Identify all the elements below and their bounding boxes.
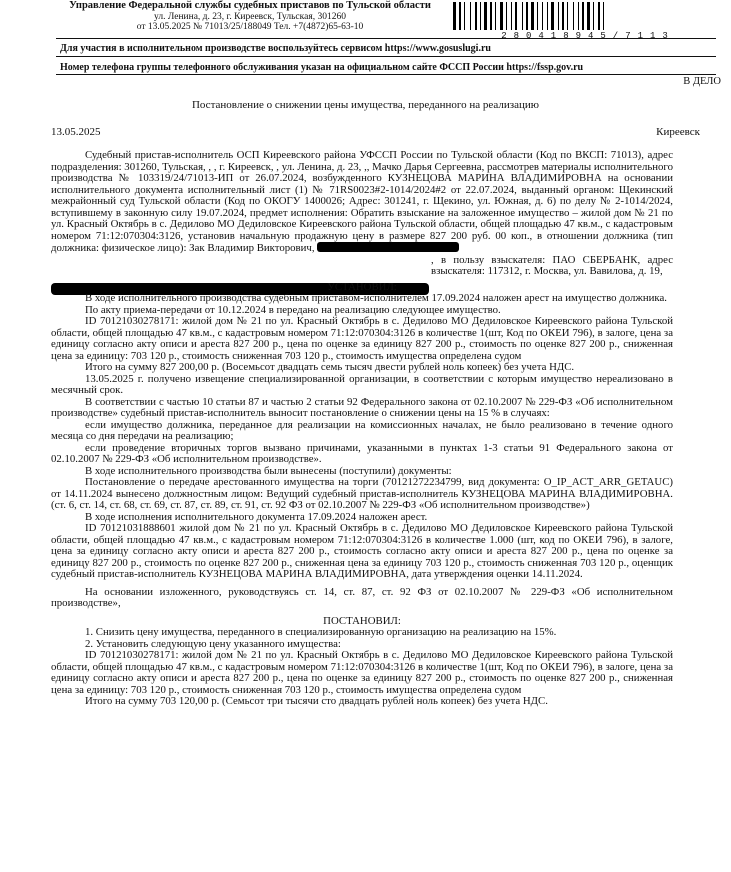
barcode-bar xyxy=(573,2,574,30)
barcode-bar xyxy=(555,2,557,30)
barcode-bar xyxy=(462,2,463,30)
org-address: ул. Ленина, д. 23, г. Киреевск, Тульская, 301260 xyxy=(154,11,346,22)
barcode-bar xyxy=(575,2,577,30)
body-paragraph: В ходе исполнения исполнительного документа 17.09.2024 наложен арест. xyxy=(85,510,428,523)
total-paragraph: Итого на сумму 827 200,00 р. (Восемьсот двадцать семь тысяч двести рублей ноль копеек) без учета НДС. xyxy=(85,361,575,373)
barcode-bar xyxy=(567,2,568,30)
barcode-bar xyxy=(569,2,572,30)
barcode-bar xyxy=(518,2,521,30)
property-paragraph: ID 70121030278171: жилой дом № 21 по ул. Красный Октябрь в с. Дедилово МО Дедиловское Киреевского района Тульской области, общей площадью 47 кв.м., с кадастровым номером 71:12:070304:3126 в количестве 1(шт, Код по ОКЕИ 796), в залоге, цена за единицу согласно акту описи и ареста 827 200 р., цена по оценке за единицу 827 200 р., стоимость по оценке 827 200 р., сниженная цена за единицу: 703 120 р., стоимость сниженная 703 120 р., стоимость имущества определена судом xyxy=(51,649,673,696)
barcode-bar xyxy=(587,2,590,30)
barcode-bar xyxy=(605,2,608,30)
barcode-bar xyxy=(582,2,584,30)
barcode-bar xyxy=(513,2,514,30)
body-paragraph: По акту приема-передачи от 10.12.2024 в передано на реализацию следующее имущество. xyxy=(85,303,501,316)
barcode-bar xyxy=(558,2,559,30)
barcode-bar xyxy=(457,2,458,30)
barcode-bar xyxy=(595,2,597,30)
resolution-item: 1. Снизить цену имущества, переданного в специализированную организацию на реализацию на 15%. xyxy=(85,626,557,638)
document-title: Постановление о снижении цены имущества, переданного на реализацию xyxy=(191,99,540,111)
body-paragraph: Постановление о передаче арестованного имущества на торги (70121272234799, вид документа: O_IP_ACT_ARR_GETAUC) от 14.11.2024 вынесено должностным лицом: Ведущий судебный пристав-исполнитель КУЗНЕЦОВА МАРИНА ВЛАДИМИРОВНА. (ст. 6, ст. 14, ст. 68, ст. 69, ст. 87, ст. 89, ст. 91, ст. 92 ФЗ от 02.10.2007 № 229-ФЗ «Об исполнительном производстве») xyxy=(51,476,673,511)
barcode-bar xyxy=(524,2,525,30)
barcode-bar xyxy=(526,2,528,30)
header-divider xyxy=(56,74,716,75)
barcode-bar xyxy=(493,2,494,30)
barcode-bar xyxy=(472,2,474,30)
document-body xyxy=(51,150,673,708)
barcode-bar xyxy=(560,2,561,30)
barcode-bar xyxy=(531,2,534,30)
header-divider xyxy=(56,38,716,39)
body-paragraph: В соответствии с частью 10 статьи 87 и частью 2 статьи 92 Федерального закона от 02.10.2007 № 229-ФЗ «Об исполнительном производстве» судебный пристав-исполнитель выносит постановление о снижении цены на 15 % в случаях: xyxy=(51,395,673,419)
total-paragraph: Итого на сумму 703 120,00 р. (Семьсот три тысячи сто двадцать рублей ноль копеек) без учета НДС. xyxy=(85,695,548,707)
fssp-phone-notice: Номер телефона группы телефонного обслуживания указан на официальном сайте ФССП России https://fssp.gov.ru xyxy=(60,62,584,73)
property-paragraph: ID 70121031888601 жилой дом № 21 по ул. Красный Октябрь в с. Дедилово МО Дедиловское Киреевского района Тульской области, общей площадью 47 кв.м., с кадастровым номером 71:12:070304:3126 в количестве 1.000 (шт, код по ОКЕИ 796), в залоге, цена за единицу согласно акту описи и ареста 827 200 р., стоимость согласно акту описи и ареста 827 200 р., цена по оценке за единицу 827 200 р., стоимость по оценке 827 200 р., сниженная цена за единицу 703 120 р., стоимость сниженная 703 120 р., оценщик судебный пристав-исполнитель КУЗНЕЦОВА МАРИНА ВЛАДИМИРОВНА, дата утверждения оценки 14.11.2024. xyxy=(51,522,673,580)
barcode-bar xyxy=(459,2,461,30)
barcode-bar xyxy=(453,2,456,30)
barcode-bar xyxy=(490,2,492,30)
barcode-bar xyxy=(522,2,523,30)
document-city: Киреевск xyxy=(656,126,700,138)
barcode-bar xyxy=(565,2,566,30)
barcode-bar xyxy=(511,2,512,30)
barcode-bar xyxy=(603,2,604,30)
barcode-bar xyxy=(598,2,600,30)
body-paragraph: 13.05.2025 г. получено извещение специализированной организации, в соответствии с которым имущество нереализовано в месячный срок. xyxy=(51,372,673,396)
intro-paragraph: Судебный пристав-исполнитель ОСП Киреевского района УФССП России по Тульской области (Код по ВКСП: 71013), адрес подразделения: 301260, Тульская, , , г. Киреевск, , ул. Ленина, д. 23, ,, Мачко Дарья Сергеевна, рассмотрев материалы исполнительного производства № 103319/24/71013-ИП от 26.07.2024, возбужденного КУЗНЕЦОВА МАРИНА ВЛАДИМИРОВНА на основании исполнительного документа исполнительный лист (1) № 71RS0023#2-1014/2024#2 от 22.07.2024, выданный органом: Щекинский межрайонный суд Тульской области (Код по ОКОГУ 1400026; Адрес: 301241, г. Щекино, ул. Южная, д. 6) по делу № 2-1014/2024, вступившему в законную силу 19.07.2024, предмет исполнения: Обратить взыскание на заложенное имущество – жилой дом № 21 по ул. Красный Октябрь в с. Дедилово МО Дедиловское Киреевского района Тульской области, общей площадью 47 кв.м., с кадастровым номером 71:12:070304:3126, установив начальную продажную цену в размере 827 200 руб. 00 коп., в отношении должника (тип должника: физическое лицо): Зак Владимир Викторович, xyxy=(51,149,673,254)
redaction-bar xyxy=(317,242,459,252)
barcode-bar xyxy=(542,2,543,30)
barcode-bar xyxy=(544,2,546,30)
barcode-bar xyxy=(585,2,586,30)
barcode-bar xyxy=(601,2,602,30)
resolution-item: 2. Установить следующую цену указанного имущества: xyxy=(85,637,341,650)
barcode-bar xyxy=(464,2,465,30)
barcode-bar xyxy=(506,2,507,30)
barcode-bar xyxy=(475,2,477,30)
barcode-bar xyxy=(480,2,481,30)
doc-reg-number: от 13.05.2025 № 71013/25/188049 Тел. +7(4872)65-63-10 xyxy=(136,22,364,32)
barcode-bar xyxy=(580,2,581,30)
barcode-image xyxy=(453,2,723,30)
barcode-bar xyxy=(495,2,496,30)
barcode-bar xyxy=(578,2,579,30)
barcode-bar xyxy=(488,2,489,30)
barcode-bar xyxy=(537,2,538,30)
basis-paragraph: На основании изложенного, руководствуясь ст. 14, ст. 87, ст. 92 ФЗ от 02.10.2007 № 229-ФЗ «Об исполнительном производстве», xyxy=(51,585,673,609)
barcode-bar xyxy=(504,2,505,30)
barcode-bar xyxy=(466,2,469,30)
body-paragraph: В ходе исполнительного производства судебным приставом-исполнителем 17.09.2024 наложен арест на имущество должника. xyxy=(85,292,667,304)
barcode-number: 280418945/7113 xyxy=(501,31,675,41)
body-paragraph: если имущество должника, переданное для реализации на комиссионных началах, не было реализовано в течение одного месяца со дня передачи на реализацию; xyxy=(51,418,673,442)
barcode-bar xyxy=(547,2,548,30)
v-delo-mark: В ДЕЛО xyxy=(683,76,721,87)
barcode-bar xyxy=(500,2,503,30)
barcode-bar xyxy=(529,2,530,30)
barcode-bar xyxy=(593,2,594,30)
barcode-bar xyxy=(551,2,554,30)
header-divider xyxy=(56,56,716,57)
property-paragraph: ID 70121030278171: жилой дом № 21 по ул. Красный Октябрь в с. Дедилово МО Дедиловское Киреевского района Тульской области, общей площадью 47 кв.м., с кадастровым номером 71:12:070304:3126 в количестве 1(шт, Код по ОКЕИ 796), в залоге, цена за единицу согласно акту описи и ареста 827 200 р., цена по оценке за единицу 827 200 р., стоимость по оценке 827 200 р., сниженная цена за единицу: 703 120 р., стоимость сниженная 703 120 р., стоимость имущества определена судом xyxy=(51,315,673,362)
barcode-bar xyxy=(562,2,564,30)
org-name: Управление Федеральной службы судебных приставов по Тульской области xyxy=(69,0,431,11)
gosuslugi-notice: Для участия в исполнительном производстве воспользуйтесь сервисом https://www.gosuslugi.ru xyxy=(60,43,491,54)
barcode-bar xyxy=(535,2,536,30)
barcode-bar xyxy=(497,2,499,30)
letterhead xyxy=(50,1,450,33)
barcode-bar xyxy=(539,2,541,30)
barcode-bar xyxy=(549,2,550,30)
barcode-bar xyxy=(482,2,483,30)
barcode-bar xyxy=(484,2,487,30)
barcode-bar xyxy=(591,2,592,30)
claimant-paragraph: , в пользу взыскателя: ПАО СБЕРБАНК, адрес взыскателя: 117312, г. Москва, ул. Вавилова, д. 19, xyxy=(431,253,673,277)
body-paragraph: В ходе исполнительного производства были вынесены (поступили) документы: xyxy=(85,464,452,477)
barcode-bar xyxy=(470,2,471,30)
postanovil-heading: ПОСТАНОВИЛ: xyxy=(323,614,401,627)
document-date: 13.05.2025 xyxy=(51,126,101,138)
barcode-bar xyxy=(508,2,510,30)
ustanovil-heading: УСТАНОВИЛ: xyxy=(327,280,397,293)
barcode-bar xyxy=(478,2,479,30)
barcode-bar xyxy=(515,2,517,30)
body-paragraph: если проведение вторичных торгов вызвано причинами, указанными в пунктах 1-3 статьи 91 Федерального закона от 02.10.2007 № 229-ФЗ «Об исполнительном производстве». xyxy=(51,441,673,465)
